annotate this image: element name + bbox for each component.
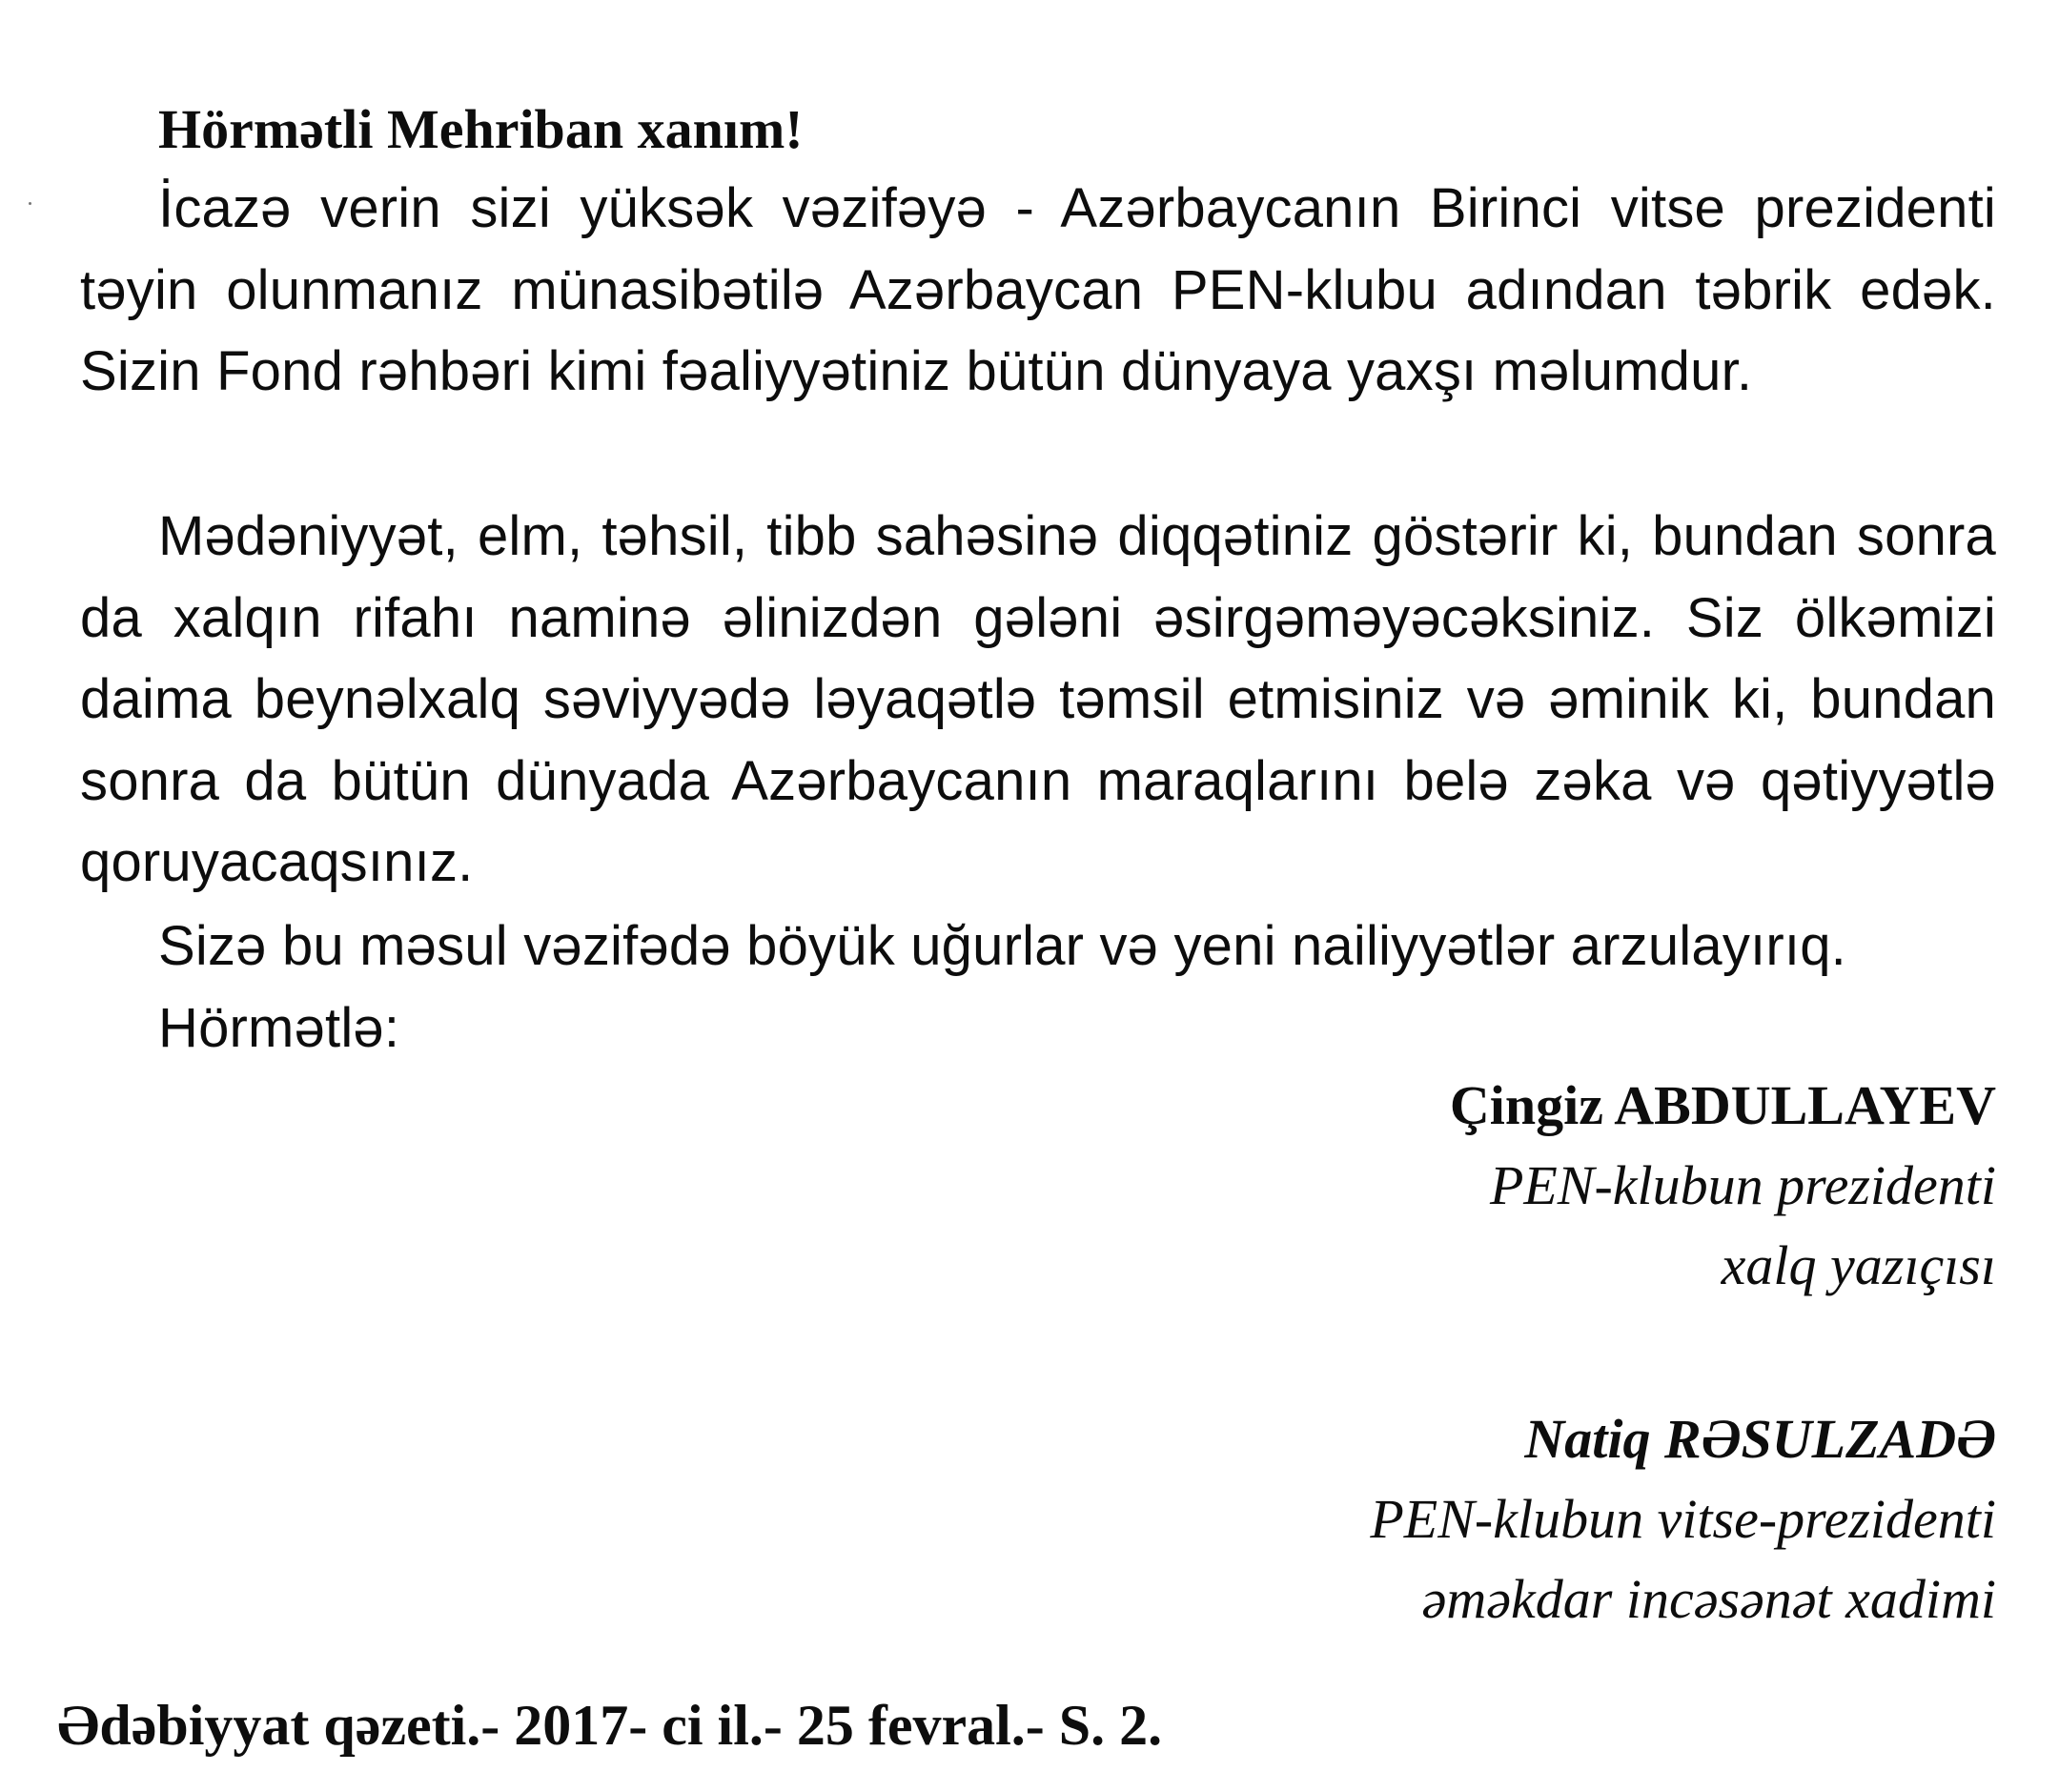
letter-paragraph-1: İcazə verin sizi yüksək vəzifəyə - Azərbaycanın Birinci vitse prezidenti təyin olunmanız münasibətilə Azərbaycan PEN-klubu adından təbrik edək. Sizin Fond rəhbəri kimi fəaliyyətiniz bütün dünyaya yaxşı məlumdur. bbox=[80, 177, 1996, 402]
signature-block-1 bbox=[1450, 1066, 1996, 1306]
signatory-title: xalq yazıçısı bbox=[1721, 1234, 1996, 1296]
signatory-title: PEN-klubun vitse-prezidenti bbox=[1370, 1488, 1996, 1550]
scan-speck bbox=[29, 202, 31, 205]
signatory-name: Natiq RƏSULZADƏ bbox=[1524, 1408, 1996, 1470]
signatory-title: PEN-klubun prezidenti bbox=[1489, 1154, 1996, 1216]
letter-greeting: Hörmətli Mehriban xanım! bbox=[158, 98, 804, 160]
source-citation: Ədəbiyyat qəzeti.- 2017- ci il.- 25 fevral.- S. 2. bbox=[57, 1694, 1163, 1757]
letter-paragraph-3: Sizə bu məsul vəzifədə böyük uğurlar və yeni nailiyyətlər arzulayırıq. bbox=[158, 915, 1846, 977]
letter-paragraph-2: Mədəniyyət, elm, təhsil, tibb sahəsinə diqqətiniz göstərir ki, bundan sonra da xalqın rifahı naminə əlinizdən gələni əsirgəməyəcəksiniz. Siz ölkəmizi daima beynəlxalq səviyyədə ləyaqətlə təmsil etmisiniz və əminik ki, bundan sonra da bütün dünyada Azərbaycanın maraqlarını belə zəka və qətiyyətlə qoruyacaqsınız. bbox=[80, 505, 1996, 893]
letter-closing: Hörmətlə: bbox=[158, 997, 400, 1059]
signatory-title: əməkdar incəsənət xadimi bbox=[1421, 1568, 1996, 1630]
signature-block-2 bbox=[1370, 1399, 1996, 1639]
signatory-name: Çingiz ABDULLAYEV bbox=[1449, 1074, 1996, 1136]
